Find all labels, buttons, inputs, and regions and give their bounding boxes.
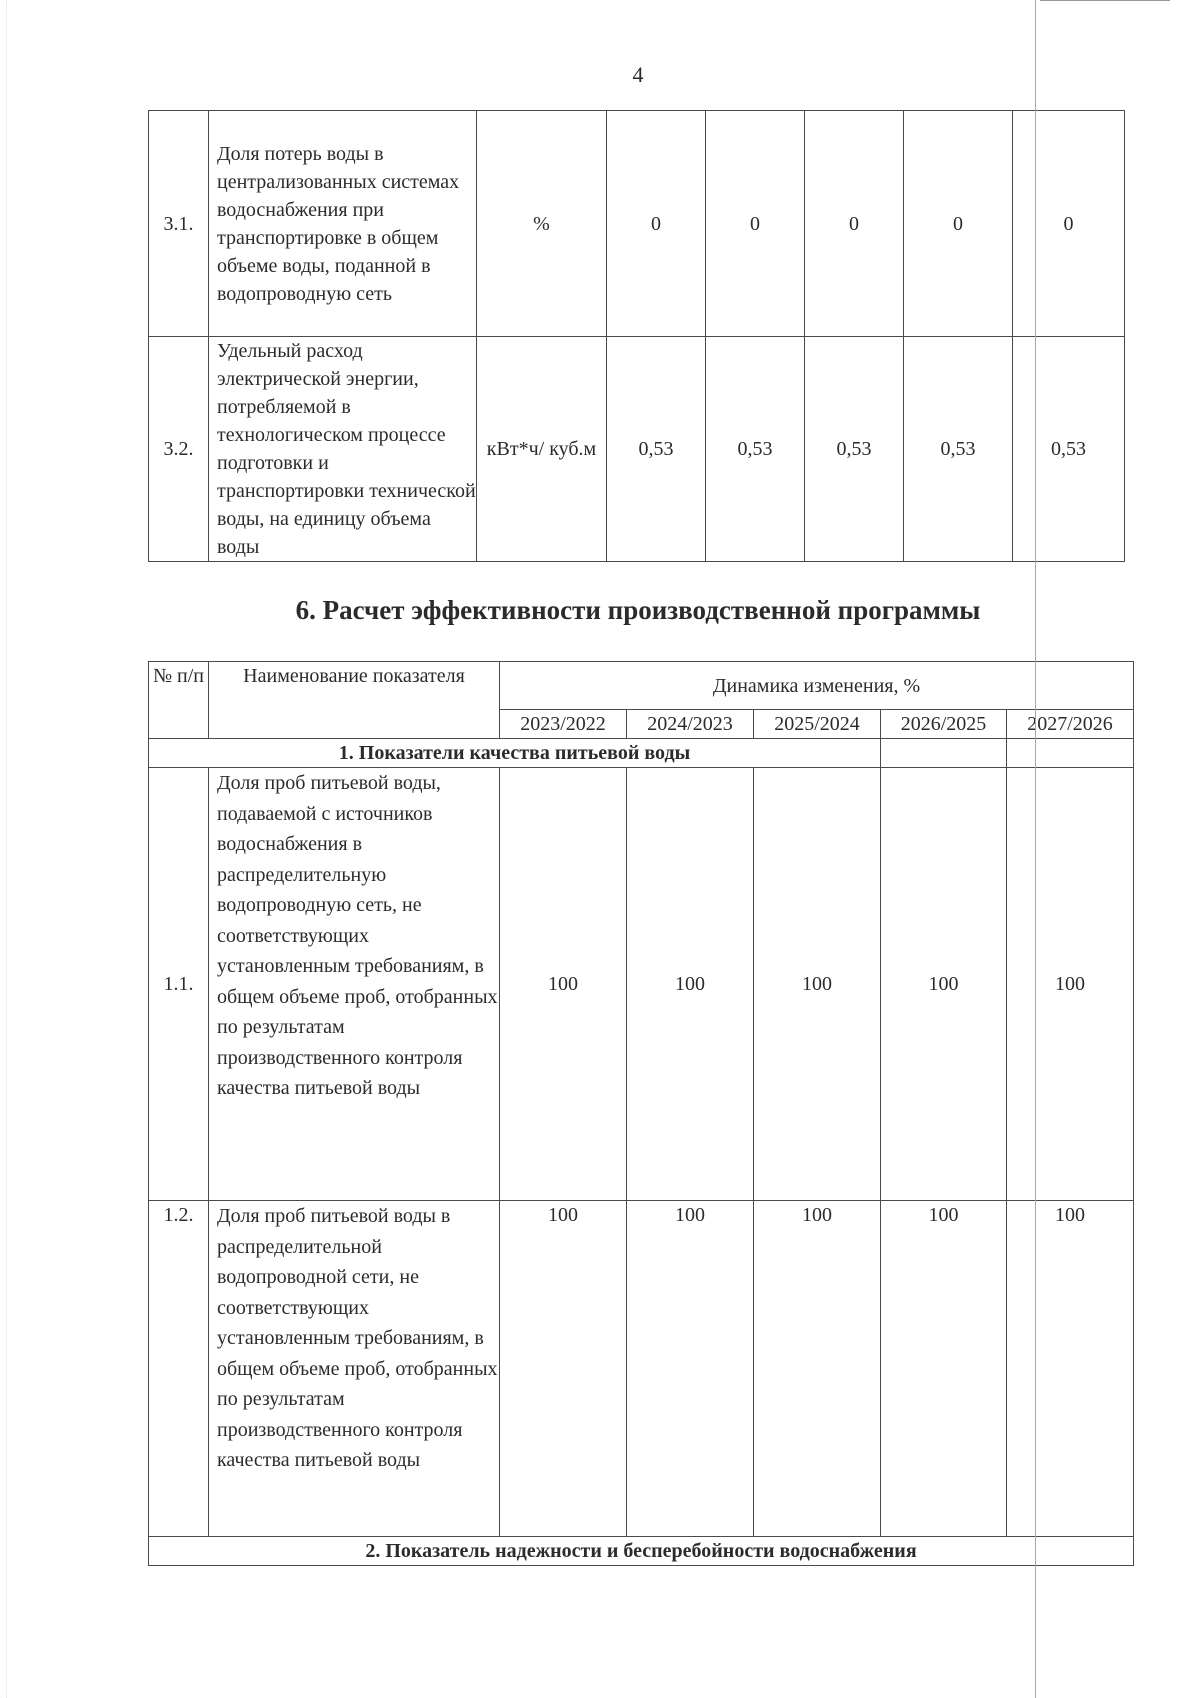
row-number: 3.2. bbox=[149, 337, 209, 562]
indicator-name: Доля проб питьевой воды в распределительной водопроводной сети, не соответствующих установленным требованиям, в общем объеме проб, отобранных по результатам производственного контроля качества питьевой воды bbox=[209, 1201, 500, 1537]
value-cell: 100 bbox=[1007, 1201, 1134, 1537]
header-dynamics: Динамика изменения, % bbox=[500, 662, 1134, 710]
group-title: 2. Показатель надежности и бесперебойности водоснабжения bbox=[149, 1537, 1134, 1566]
year-header: 2025/2024 bbox=[754, 710, 881, 739]
value-cell: 100 bbox=[881, 1201, 1007, 1537]
indicators-table-continued bbox=[148, 110, 1125, 562]
row-number: 1.1. bbox=[149, 768, 209, 1201]
value-cell: 100 bbox=[500, 768, 627, 1201]
value-cell: 0,53 bbox=[805, 337, 904, 562]
table-header-row bbox=[149, 662, 1134, 710]
table-row bbox=[149, 337, 1125, 562]
scan-fold-line bbox=[1035, 0, 1036, 1698]
unit-cell: кВт*ч/ куб.м bbox=[477, 337, 607, 562]
scan-edge-mark bbox=[6, 0, 7, 1698]
year-header: 2024/2023 bbox=[627, 710, 754, 739]
table-row bbox=[149, 111, 1125, 337]
value-cell: 100 bbox=[754, 1201, 881, 1537]
year-header: 2026/2025 bbox=[881, 710, 1007, 739]
value-cell: 100 bbox=[754, 768, 881, 1201]
value-cell: 100 bbox=[1007, 768, 1134, 1201]
year-header: 2027/2026 bbox=[1007, 710, 1134, 739]
table-row bbox=[149, 768, 1134, 1201]
value-cell: 0,53 bbox=[904, 337, 1013, 562]
value-cell: 100 bbox=[881, 768, 1007, 1201]
scan-corner-mark bbox=[1040, 0, 1170, 1]
value-cell: 0 bbox=[607, 111, 706, 337]
indicator-name: Доля проб питьевой воды, подаваемой с источников водоснабжения в распределительную водопроводную сеть, не соответствующих установленным требованиям, в общем объеме проб, отобранных по результатам производственного контроля качества питьевой воды bbox=[209, 768, 500, 1201]
section-title: 6. Расчет эффективности производственной программы bbox=[295, 595, 981, 625]
row-number: 3.1. bbox=[149, 111, 209, 337]
header-name: Наименование показателя bbox=[209, 662, 500, 739]
value-cell: 0,53 bbox=[607, 337, 706, 562]
indicator-name: Доля потерь воды в централизованных системах водоснабжения при транспортировке в общем объеме воды, поданной в водопроводную сеть bbox=[209, 111, 477, 337]
value-cell: 100 bbox=[500, 1201, 627, 1537]
group-row bbox=[149, 1537, 1134, 1566]
indicator-name: Удельный расход электрической энергии, потребляемой в технологическом процессе подготовки и транспортировки технической воды, на единицу объема воды bbox=[209, 337, 477, 562]
unit-cell: % bbox=[477, 111, 607, 337]
value-cell: 0 bbox=[805, 111, 904, 337]
group-row bbox=[149, 739, 1134, 768]
table-row bbox=[149, 1201, 1134, 1537]
value-cell: 0 bbox=[1013, 111, 1125, 337]
value-cell: 0 bbox=[706, 111, 805, 337]
header-number: № п/п bbox=[149, 662, 209, 739]
empty-cell bbox=[881, 739, 1007, 768]
value-cell: 0,53 bbox=[706, 337, 805, 562]
year-header: 2023/2022 bbox=[500, 710, 627, 739]
row-number: 1.2. bbox=[149, 1201, 209, 1537]
efficiency-table bbox=[148, 661, 1134, 1566]
group-title: 1. Показатели качества питьевой воды bbox=[149, 739, 881, 768]
value-cell: 0 bbox=[904, 111, 1013, 337]
empty-cell bbox=[1007, 739, 1134, 768]
value-cell: 0,53 bbox=[1013, 337, 1125, 562]
page-number: 4 bbox=[632, 62, 644, 87]
value-cell: 100 bbox=[627, 1201, 754, 1537]
value-cell: 100 bbox=[627, 768, 754, 1201]
